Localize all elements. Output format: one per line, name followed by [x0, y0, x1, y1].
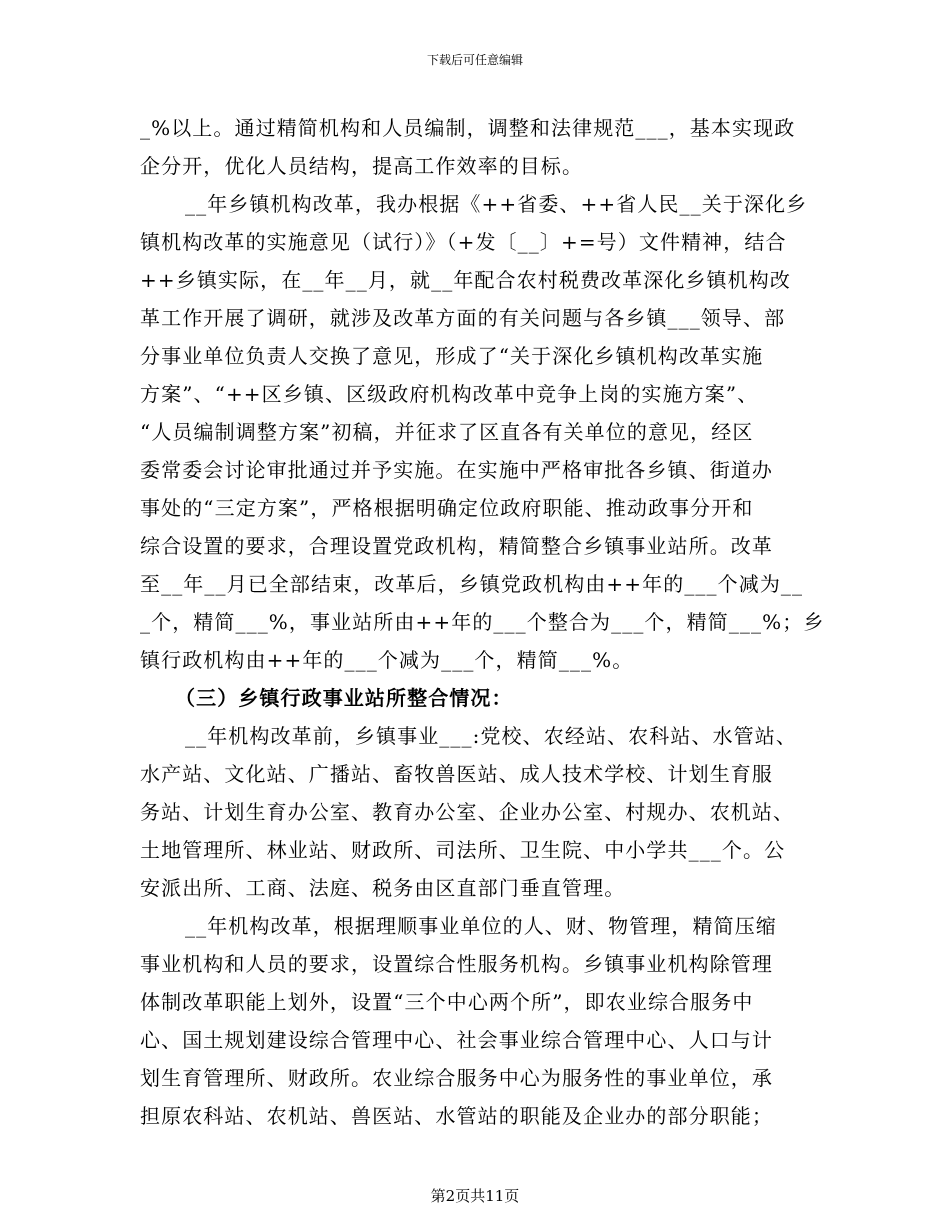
body-line: 革工作开展了调研，就涉及改革方面的有关问题与各乡镇___领导、部 — [140, 306, 786, 330]
body-line: 镇行政机构由++年的___个减为___个，精简___%。 — [140, 648, 634, 672]
paragraph-first-line: __年机构改革，根据理顺事业单位的人、财、物管理，精简压缩 — [185, 914, 777, 938]
section-heading: （三）乡镇行政事业站所整合情况： — [175, 686, 513, 710]
body-line: 土地管理所、林业站、财政所、司法所、卫生院、中小学共___个。公 — [140, 838, 786, 862]
body-line: _%以上。通过精简机构和人员编制，调整和法律规范___，基本实现政 — [140, 116, 796, 140]
body-line: 体制改革职能上划外，设置“三个中心两个所”，即农业综合服务中 — [140, 990, 754, 1014]
page-footer: 第2页共11页 — [430, 1187, 520, 1205]
body-line: 事处的“三定方案”，严格根据明确定位政府职能、推动政事分开和 — [140, 496, 754, 520]
body-line: “人员编制调整方案”初稿，并征求了区直各有关单位的意见，经区 — [140, 420, 754, 444]
body-line: 镇机构改革的实施意见（试行）》（+发〔__〕+=号）文件精神，结合 — [140, 230, 787, 254]
body-line: 务站、计划生育办公室、教育办公室、企业办公室、村规办、农机站、 — [140, 800, 795, 824]
body-line: 委常委会讨论审批通过并予实施。在实施中严格审批各乡镇、街道办 — [140, 458, 773, 482]
body-line: 至__年__月已全部结束，改革后，乡镇党政机构由++年的___个减为__ — [140, 572, 804, 596]
body-line: 分事业单位负责人交换了意见，形成了“关于深化乡镇机构改革实施 — [140, 344, 764, 368]
paragraph-first-line: __年乡镇机构改革，我办根据《++省委、++省人民__关于深化乡 — [185, 192, 808, 216]
body-line: 方案”、“++区乡镇、区级政府机构改革中竞争上岗的实施方案”、 — [140, 382, 759, 406]
body-line: ++乡镇实际，在__年__月，就__年配合农村税费改革深化乡镇机构改 — [140, 268, 791, 292]
body-line: 企分开，优化人员结构，提高工作效率的目标。 — [140, 154, 584, 178]
body-line: 担原农科站、农机站、兽医站、水管站的职能及企业办的部分职能； — [140, 1104, 773, 1128]
body-line: 划生育管理所、财政所。农业综合服务中心为服务性的事业单位，承 — [140, 1066, 773, 1090]
paragraph-first-line: __年机构改革前，乡镇事业___:党校、农经站、农科站、水管站、 — [185, 724, 797, 748]
body-line: 安派出所、工商、法庭、税务由区直部门垂直管理。 — [140, 876, 626, 900]
body-line: 事业机构和人员的要求，设置综合性服务机构。乡镇事业机构除管理 — [140, 952, 773, 976]
body-line: 综合设置的要求，合理设置党政机构，精简整合乡镇事业站所。改革 — [140, 534, 773, 558]
page-header: 下载后可任意编辑 — [426, 53, 523, 67]
body-line: 心、国土规划建设综合管理中心、社会事业综合管理中心、人口与计 — [140, 1028, 773, 1052]
body-line: 水产站、文化站、广播站、畜牧兽医站、成人技术学校、计划生育服 — [140, 762, 773, 786]
body-line: _个，精简___%，事业站所由++年的___个整合为___个，精简___%；乡 — [140, 610, 825, 634]
